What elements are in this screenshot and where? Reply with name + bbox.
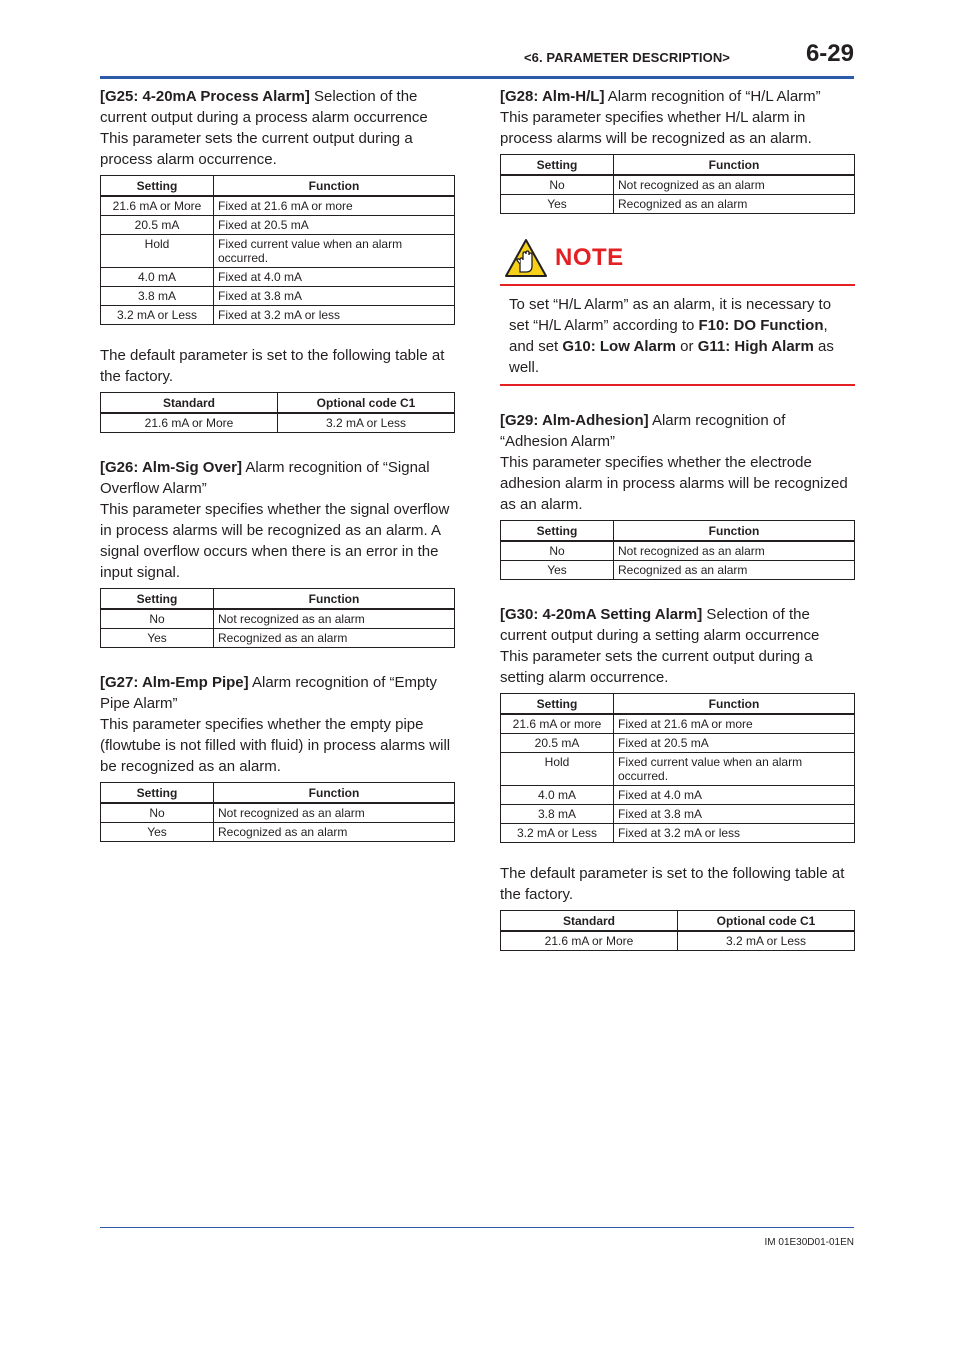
table-cell: 3.2 mA or Less bbox=[501, 824, 614, 843]
table-row bbox=[101, 306, 455, 325]
footer-rule bbox=[100, 1227, 854, 1228]
table-row bbox=[501, 753, 855, 786]
page-header bbox=[100, 40, 854, 79]
table-header: Setting bbox=[101, 176, 214, 197]
table-cell: Recognized as an alarm bbox=[614, 561, 855, 580]
table-cell: Not recognized as an alarm bbox=[614, 541, 855, 561]
table-header: Setting bbox=[501, 521, 614, 542]
note-text: as well. bbox=[509, 338, 834, 376]
table-row bbox=[501, 195, 855, 214]
note-text: or bbox=[676, 338, 698, 355]
table-cell: 21.6 mA or More bbox=[101, 196, 214, 216]
table-header: Function bbox=[614, 521, 855, 542]
left-column bbox=[100, 86, 455, 842]
table-row bbox=[101, 413, 455, 433]
table-cell: Yes bbox=[101, 823, 214, 842]
table-header: Function bbox=[214, 589, 455, 610]
table-cell: Fixed at 3.8 mA bbox=[214, 287, 455, 306]
g25-lead: Selection of the current output during a process alarm occurrence bbox=[100, 88, 428, 126]
table-row bbox=[501, 734, 855, 753]
note-title: NOTE bbox=[555, 244, 624, 271]
note-box bbox=[500, 236, 855, 386]
g30-description: This parameter sets the current output during a setting alarm occurrence. bbox=[500, 648, 813, 686]
g25-default-text: The default parameter is set to the following table at the factory. bbox=[100, 347, 445, 385]
table-cell: Fixed at 4.0 mA bbox=[214, 268, 455, 287]
table-cell: Fixed at 3.2 mA or less bbox=[614, 824, 855, 843]
table-row bbox=[101, 196, 455, 216]
note-ref-g11: G11: High Alarm bbox=[697, 338, 814, 355]
table-cell: Fixed at 21.6 mA or more bbox=[614, 714, 855, 734]
g30-heading bbox=[500, 604, 855, 646]
table-cell: Recognized as an alarm bbox=[214, 629, 455, 648]
table-cell: Recognized as an alarm bbox=[214, 823, 455, 842]
table-cell: Hold bbox=[501, 753, 614, 786]
g30-title: [G30: 4-20mA Setting Alarm] bbox=[500, 606, 703, 623]
note-text: To set “H/L Alarm” as an alarm, it is necessary to set “H/L Alarm” according to bbox=[509, 296, 832, 334]
g25-settings-table bbox=[100, 175, 455, 325]
page-number: 6-29 bbox=[805, 40, 854, 67]
table-row bbox=[501, 824, 855, 843]
table-cell: 20.5 mA bbox=[501, 734, 614, 753]
g28-heading bbox=[500, 86, 855, 107]
g30-settings-table bbox=[500, 693, 855, 843]
table-header: Optional code C1 bbox=[678, 911, 855, 932]
table-cell: Not recognized as an alarm bbox=[614, 175, 855, 195]
table-cell: No bbox=[101, 803, 214, 823]
table-row bbox=[101, 268, 455, 287]
note-text: , and set bbox=[509, 317, 828, 355]
g26-heading bbox=[100, 457, 455, 499]
table-cell: 21.6 mA or More bbox=[501, 931, 678, 951]
table-header: Standard bbox=[101, 393, 278, 414]
g30-default-text: The default parameter is set to the following table at the factory. bbox=[500, 865, 845, 903]
table-header: Setting bbox=[501, 155, 614, 176]
g30-lead: Selection of the current output during a setting alarm occurrence bbox=[500, 606, 820, 644]
table-cell: 3.8 mA bbox=[101, 287, 214, 306]
table-cell: Fixed at 4.0 mA bbox=[614, 786, 855, 805]
table-cell: 3.2 mA or Less bbox=[678, 931, 855, 951]
table-header: Optional code C1 bbox=[278, 393, 455, 414]
table-cell: Hold bbox=[101, 235, 214, 268]
g25-heading bbox=[100, 86, 455, 128]
table-header: Standard bbox=[501, 911, 678, 932]
table-cell: No bbox=[501, 541, 614, 561]
table-header: Function bbox=[614, 155, 855, 176]
g26-lead: Alarm recognition of “Signal Overflow Alarm” bbox=[100, 459, 430, 497]
table-cell: Fixed at 3.2 mA or less bbox=[214, 306, 455, 325]
note-ref-g10: G10: Low Alarm bbox=[562, 338, 677, 355]
table-cell: Fixed at 20.5 mA bbox=[614, 734, 855, 753]
g27-settings-table bbox=[100, 782, 455, 842]
table-row bbox=[501, 805, 855, 824]
table-cell: Not recognized as an alarm bbox=[214, 609, 455, 629]
g26-description: This parameter specifies whether the signal overflow in process alarms will be recognized as an alarm. A signal overflow occurs when there is an error in the input signal. bbox=[100, 501, 450, 581]
table-row bbox=[101, 823, 455, 842]
table-cell: Fixed current value when an alarm occurred. bbox=[214, 235, 455, 268]
table-row bbox=[101, 216, 455, 235]
table-cell: Fixed at 21.6 mA or more bbox=[214, 196, 455, 216]
g29-description: This parameter specifies whether the electrode adhesion alarm in process alarms will be recognized as an alarm. bbox=[500, 454, 848, 513]
g25-description: This parameter sets the current output during a process alarm occurrence. bbox=[100, 130, 413, 168]
table-cell: Fixed at 3.8 mA bbox=[614, 805, 855, 824]
note-header bbox=[500, 236, 855, 286]
table-cell: Yes bbox=[501, 561, 614, 580]
table-cell: Yes bbox=[101, 629, 214, 648]
table-row bbox=[101, 287, 455, 306]
table-cell: Fixed current value when an alarm occurred. bbox=[614, 753, 855, 786]
caution-hand-icon bbox=[504, 238, 548, 283]
g29-title: [G29: Alm-Adhesion] bbox=[500, 412, 649, 429]
table-row bbox=[101, 235, 455, 268]
table-header: Setting bbox=[101, 589, 214, 610]
table-header: Function bbox=[614, 694, 855, 715]
g27-title: [G27: Alm-Emp Pipe] bbox=[100, 674, 249, 691]
table-cell: Recognized as an alarm bbox=[614, 195, 855, 214]
g29-heading bbox=[500, 410, 855, 452]
table-header: Function bbox=[214, 783, 455, 804]
table-cell: No bbox=[101, 609, 214, 629]
g28-description: This parameter specifies whether H/L alarm in process alarms will be recognized as an alarm. bbox=[500, 109, 812, 147]
section-title: <6. PARAMETER DESCRIPTION> bbox=[523, 50, 730, 65]
table-row bbox=[501, 541, 855, 561]
table-cell: 3.8 mA bbox=[501, 805, 614, 824]
note-body bbox=[500, 286, 855, 386]
table-header: Setting bbox=[501, 694, 614, 715]
table-row bbox=[501, 786, 855, 805]
table-cell: Yes bbox=[501, 195, 614, 214]
table-row bbox=[101, 803, 455, 823]
table-cell: No bbox=[501, 175, 614, 195]
g29-lead: Alarm recognition of “Adhesion Alarm” bbox=[500, 412, 786, 450]
g27-lead: Alarm recognition of “Empty Pipe Alarm” bbox=[100, 674, 438, 712]
table-cell: 3.2 mA or Less bbox=[101, 306, 214, 325]
note-ref-f10: F10: DO Function bbox=[698, 317, 824, 334]
table-row bbox=[101, 609, 455, 629]
table-header: Function bbox=[214, 176, 455, 197]
g27-description: This parameter specifies whether the empty pipe (flowtube is not filled with fluid) in process alarms will be recognized as an alarm. bbox=[100, 716, 451, 775]
table-row bbox=[501, 714, 855, 734]
table-cell: Fixed at 20.5 mA bbox=[214, 216, 455, 235]
table-row bbox=[501, 561, 855, 580]
table-cell: 4.0 mA bbox=[101, 268, 214, 287]
table-cell: 21.6 mA or More bbox=[101, 413, 278, 433]
g28-title: [G28: Alm-H/L] bbox=[500, 88, 605, 105]
g26-settings-table bbox=[100, 588, 455, 648]
g29-settings-table bbox=[500, 520, 855, 580]
table-row bbox=[501, 175, 855, 195]
table-cell: 4.0 mA bbox=[501, 786, 614, 805]
g25-title: [G25: 4-20mA Process Alarm] bbox=[100, 88, 310, 105]
g27-heading bbox=[100, 672, 455, 714]
g25-default-table bbox=[100, 392, 455, 433]
g28-settings-table bbox=[500, 154, 855, 214]
table-row bbox=[101, 629, 455, 648]
g28-lead: Alarm recognition of “H/L Alarm” bbox=[604, 88, 821, 105]
table-cell: 3.2 mA or Less bbox=[278, 413, 455, 433]
table-row bbox=[501, 931, 855, 951]
right-column bbox=[500, 86, 855, 951]
table-cell: Not recognized as an alarm bbox=[214, 803, 455, 823]
table-cell: 20.5 mA bbox=[101, 216, 214, 235]
g26-title: [G26: Alm-Sig Over] bbox=[100, 459, 242, 476]
document-id: IM 01E30D01-01EN bbox=[764, 1237, 854, 1248]
g30-default-table bbox=[500, 910, 855, 951]
table-cell: 21.6 mA or more bbox=[501, 714, 614, 734]
table-header: Setting bbox=[101, 783, 214, 804]
